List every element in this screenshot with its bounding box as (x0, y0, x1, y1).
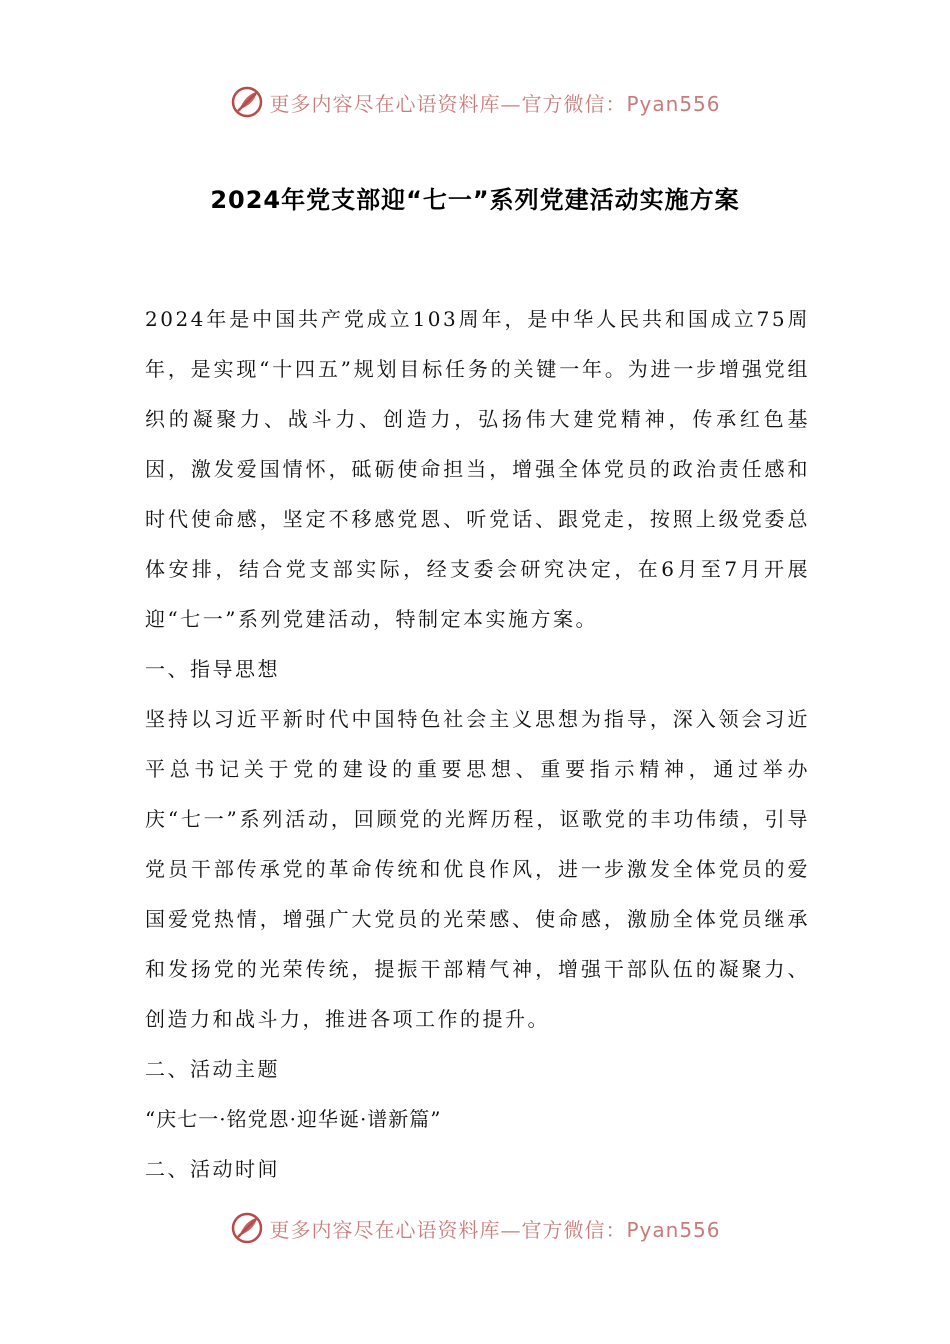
watermark-id: Pyan556 (626, 91, 721, 116)
quill-logo-icon (229, 1210, 265, 1246)
theme-text: “庆七一·铭党恩·迎华诞·谱新篇” (145, 1107, 442, 1131)
watermark-footer (0, 1208, 950, 1248)
document-body (145, 294, 810, 1194)
section-heading-guiding-thought: 一、指导思想 (145, 657, 280, 681)
watermark-text: 更多内容尽在心语资料库—官方微信：Pyan556 (269, 91, 721, 116)
watermark-text: 更多内容尽在心语资料库—官方微信：Pyan556 (269, 1217, 721, 1242)
guiding-thought-paragraph: 坚持以习近平新时代中国特色社会主义思想为指导，深入领会习近平总书记关于党的建设的重要思想、重要指示精神，通过举办庆“七一”系列活动，回顾党的光辉历程，讴歌党的丰功伟绩，引导党员干部传承党的革命传统和优良作风，进一步激发全体党员的爱国爱党热情，增强广大党员的光荣感、使命感，激励全体党员继承和发扬党的光荣传统，提振干部精气神，增强干部队伍的凝聚力、创造力和战斗力，推进各项工作的提升。 (145, 707, 810, 1031)
watermark-header (0, 82, 950, 122)
watermark-id: Pyan556 (626, 1217, 721, 1242)
page-title: 2024年党支部迎“七一”系列党建活动实施方案 (210, 186, 740, 214)
section-heading-time: 二、活动时间 (145, 1157, 280, 1181)
quill-logo-icon (229, 84, 265, 120)
intro-paragraph: 2024年是中国共产党成立103周年，是中华人民共和国成立75周年，是实现“十四五”规划目标任务的关键一年。为进一步增强党组织的凝聚力、战斗力、创造力，弘扬伟大建党精神，传承红色基因，激发爱国情怀，砥砺使命担当，增强全体党员的政治责任感和时代使命感，坚定不移感党恩、听党话、跟党走，按照上级党委总体安排，结合党支部实际，经支委会研究决定，在6月至7月开展迎“七一”系列党建活动，特制定本实施方案。 (145, 307, 810, 631)
section-heading-theme: 二、活动主题 (145, 1057, 280, 1081)
